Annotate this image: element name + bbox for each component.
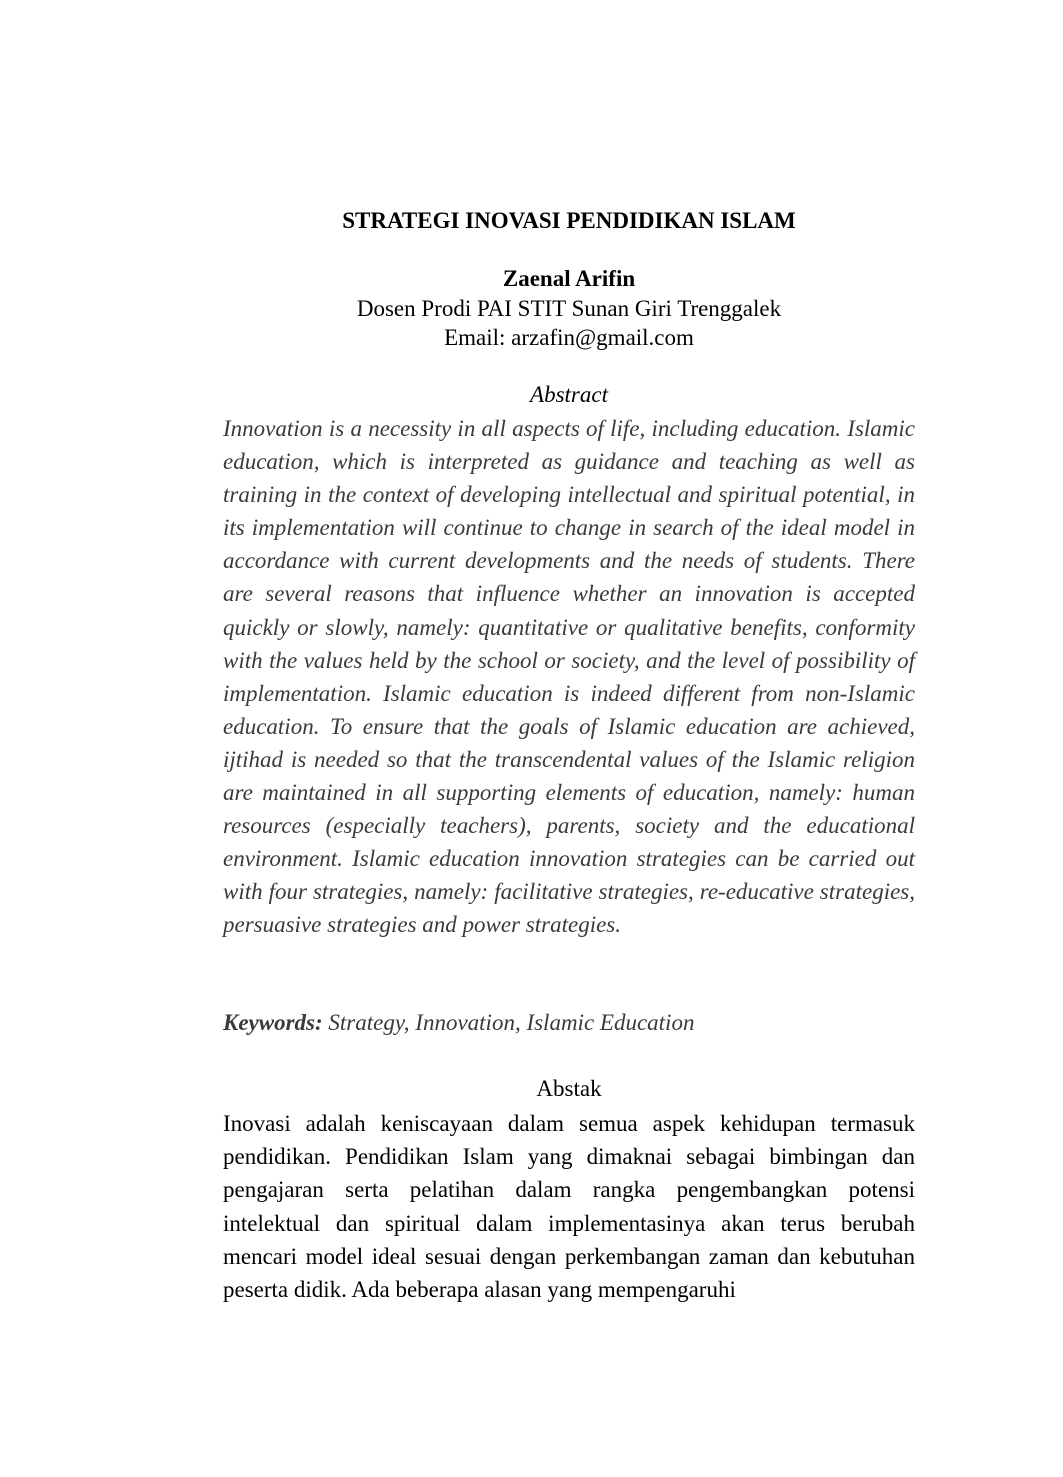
abstract-heading: Abstract (530, 382, 608, 407)
author-affiliation: Dosen Prodi PAI STIT Sunan Giri Trenggalek (356, 296, 782, 321)
abstrak-heading: Abstak (536, 1076, 602, 1101)
keywords-line (223, 1008, 915, 1038)
paper-title: STRATEGI INOVASI PENDIDIKAN ISLAM (342, 208, 796, 233)
abstrak-text: Inovasi adalah keniscayaan dalam semua aspek kehidupan termasuk pendidikan. Pendidikan Islam yang dimaknai sebagai bimbingan dan pengajaran serta pelatihan dalam rangka pengembangkan potensi intelektual dan spiritual dalam implementasinya akan terus berubah mencari model ideal sesuai dengan perkembangan zaman dan kebutuhan peserta didik. Ada beberapa alasan yang mempengaruhi (223, 1111, 915, 1303)
abstrak-body (223, 1107, 915, 1306)
author-name: Zaenal Arifin (502, 266, 636, 291)
keywords-label: Keywords: (223, 1010, 323, 1035)
abstract-body (223, 412, 915, 942)
abstract-text: Innovation is a necessity in all aspects of life, including education. Islamic education, which is interpreted as guidance and teaching as well as training in the context of developing intellectual and spiritual potential, in its implementation will continue to change in search of the ideal model in accordance with current developments and the needs of students. There are several reasons that influence whether an innovation is accepted quickly or slowly, namely: quantitative or qualitative benefits, conformity with the values held by the school or society, and the level of possibility of implementation. Islamic education is indeed different from non-Islamic education. To ensure that the goals of Islamic education are achieved, ijtihad is needed so that the transcendental values of the Islamic religion are maintained in all supporting elements of education, namely: human resources (especially teachers), parents, society and the educational environment. Islamic education innovation strategies can be carried out with four strategies, namely: facilitative strategies, re-educative strategies, persuasive strategies and power strategies. (223, 416, 915, 938)
author-email: Email: arzafin@gmail.com (444, 325, 694, 350)
keywords-list: Strategy, Innovation, Islamic Education (322, 1010, 695, 1035)
